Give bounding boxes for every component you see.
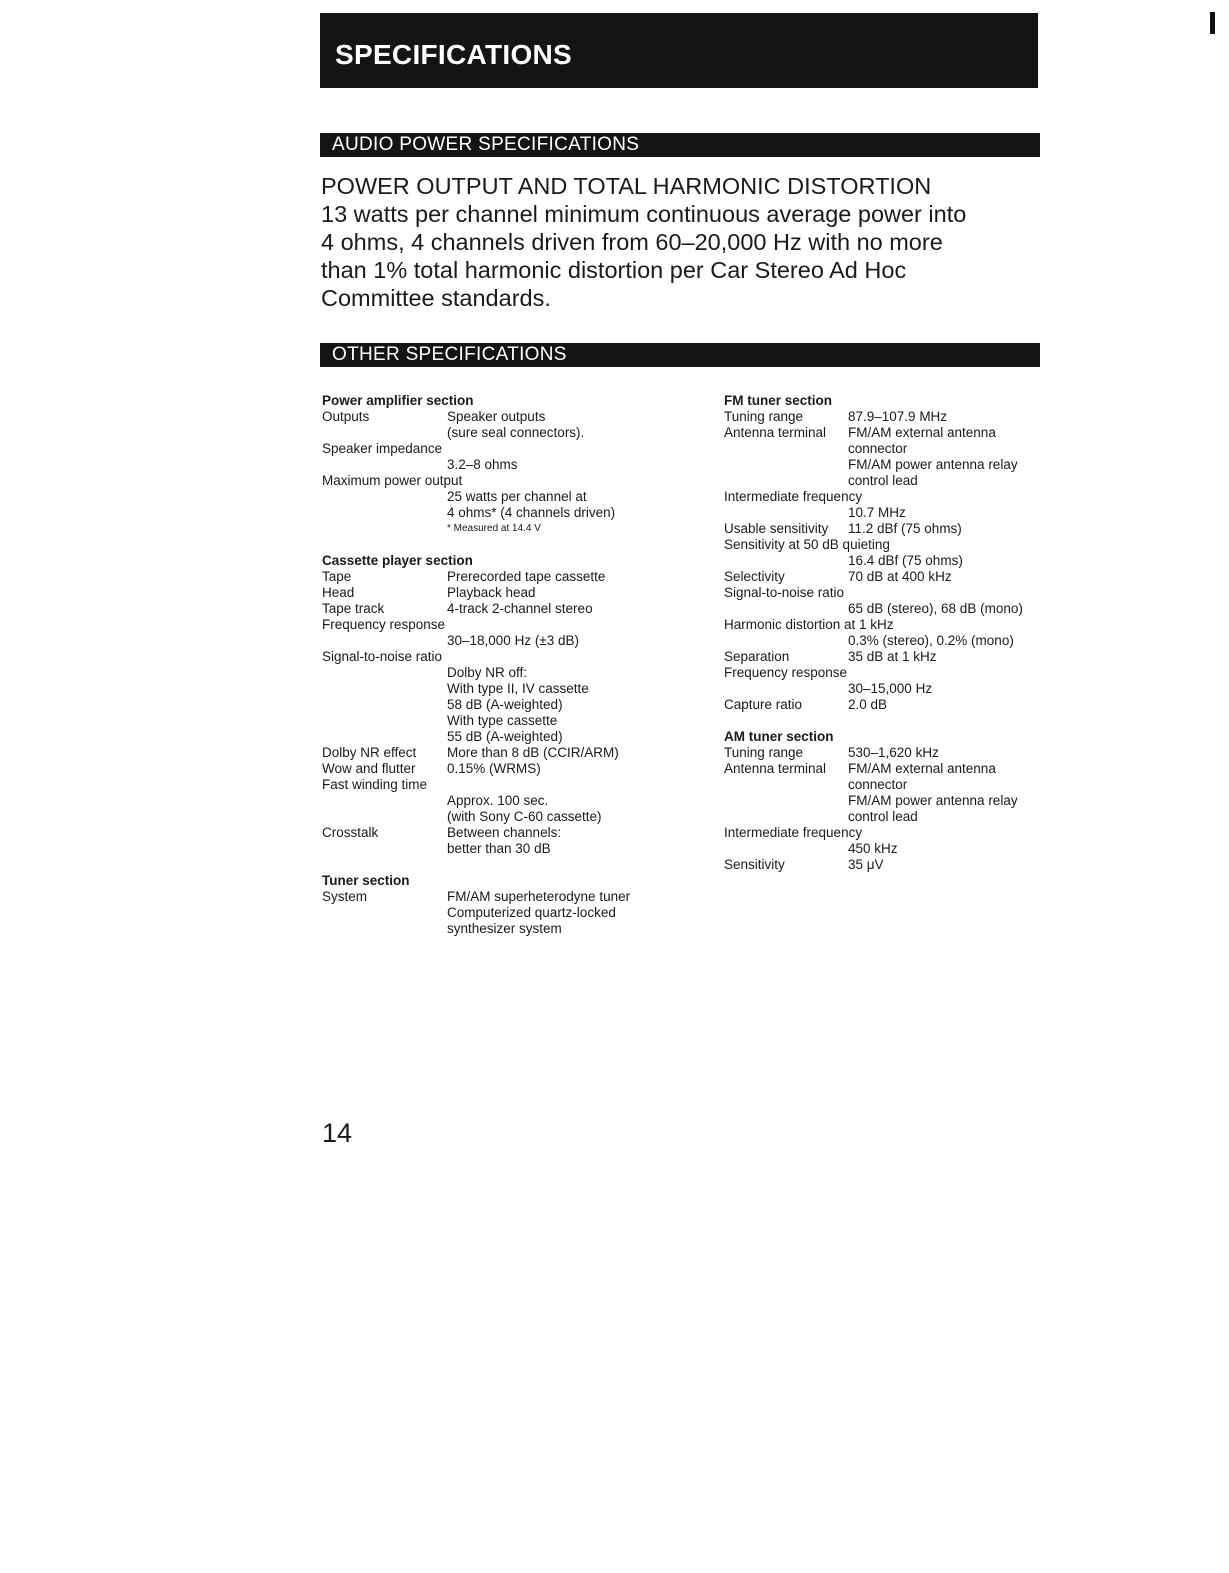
spec-value: FM/AM external antenna [848,761,996,776]
page-title: SPECIFICATIONS [335,39,573,70]
spec-label: Tuning range [724,745,804,760]
other-specs-heading: OTHER SPECIFICATIONS [332,344,567,365]
specs-left-column [322,393,702,937]
spec-value: Computerized quartz-locked [447,905,616,920]
spec-value: FM/AM power antenna relay [848,793,1018,808]
spec-label: Tape track [322,601,385,616]
spec-value: (sure seal connectors). [447,425,585,440]
spec-label: System [322,889,368,904]
section-title: AM tuner section [724,729,834,744]
spec-value: 35 dB at 1 kHz [848,649,937,664]
spec-label: Sensitivity at 50 dB quieting [724,537,890,552]
power-line: POWER OUTPUT AND TOTAL HARMONIC DISTORTION [321,173,932,199]
spec-value: FM/AM external antenna [848,425,996,440]
spec-row [724,857,1084,873]
spec-row [724,649,1084,665]
spec-label: Signal-to-noise ratio [724,585,845,600]
spec-value: (with Sony C-60 cassette) [447,809,602,824]
spec-value: 450 kHz [848,841,898,856]
other-specs-heading-bar [320,343,1040,367]
spec-value: Prerecorded tape cassette [447,569,606,584]
spec-value: With type cassette [447,713,558,728]
spec-label: Head [322,585,355,600]
spec-value: 530–1,620 kHz [848,745,939,760]
section-title: Tuner section [322,873,410,888]
spec-row [322,569,702,585]
spec-label: Antenna terminal [724,425,827,440]
spec-value: 10.7 MHz [848,505,906,520]
spec-value: synthesizer system [447,921,562,936]
spec-row [724,697,1084,713]
spec-label: Dolby NR effect [322,745,417,760]
spec-label: Fast winding time [322,777,428,792]
spec-value: Between channels: [447,825,562,840]
page-number: 14 [322,1118,353,1148]
spec-value: 65 dB (stereo), 68 dB (mono) [848,601,1023,616]
spec-value: 0.3% (stereo), 0.2% (mono) [848,633,1014,648]
spec-value: 58 dB (A-weighted) [447,697,563,712]
spec-label: Tuning range [724,409,804,424]
spec-row [322,409,702,425]
page-title-banner [320,13,1038,88]
spec-label: Signal-to-noise ratio [322,649,443,664]
spec-label: Speaker impedance [322,441,443,456]
spec-label: Tape [322,569,352,584]
spec-value: Approx. 100 sec. [447,793,549,808]
spec-value: Dolby NR off: [447,665,528,680]
section-title: Cassette player section [322,553,473,568]
spec-row [724,745,1084,761]
spec-label: Intermediate frequency [724,489,863,504]
section-title: FM tuner section [724,393,833,408]
spec-value: 30–18,000 Hz (±3 dB) [447,633,579,648]
spec-label: Frequency response [322,617,446,632]
spec-value: 11.2 dBf (75 ohms) [848,521,962,536]
spec-value: 3.2–8 ohms [447,457,518,472]
spec-label: Wow and flutter [322,761,416,776]
power-line: than 1% total harmonic distortion per Car Stereo Ad Hoc [321,257,907,283]
spec-label: Outputs [322,409,370,424]
spec-value: FM/AM superheterodyne tuner [447,889,631,904]
spec-value: 25 watts per channel at [447,489,587,504]
spec-label: Sensitivity [724,857,785,872]
spec-value: control lead [848,809,918,824]
spec-row [724,569,1084,585]
spec-value: With type II, IV cassette [447,681,589,696]
spec-footnote: * Measured at 14.4 V [447,523,541,534]
spec-row [322,745,702,761]
spec-value: better than 30 dB [447,841,551,856]
spec-value: 55 dB (A-weighted) [447,729,563,744]
spec-label: Intermediate frequency [724,825,863,840]
spec-row [724,425,1084,441]
power-output-statement [321,172,1041,312]
spec-value: More than 8 dB (CCIR/ARM) [447,745,619,760]
spec-label: Capture ratio [724,697,803,712]
section-title: Power amplifier section [322,393,474,408]
spec-value: Speaker outputs [447,409,546,424]
power-line: 13 watts per channel minimum continuous average power into [321,201,967,227]
spec-value: control lead [848,473,918,488]
spec-label: Selectivity [724,569,785,584]
edge-mark [1210,12,1215,34]
spec-value: 0.15% (WRMS) [447,761,541,776]
spec-label: Harmonic distortion at 1 kHz [724,617,894,632]
spec-value: 16.4 dBf (75 ohms) [848,553,963,568]
spec-row [724,521,1084,537]
audio-power-heading-bar [320,133,1040,157]
spec-value: 70 dB at 400 kHz [848,569,952,584]
spec-value: 4-track 2-channel stereo [447,601,593,616]
audio-power-heading: AUDIO POWER SPECIFICATIONS [332,134,640,155]
spec-value: 87.9–107.9 MHz [848,409,948,424]
spec-value: connector [848,441,908,456]
spec-label: Frequency response [724,665,848,680]
spec-value: 4 ohms* (4 channels driven) [447,505,616,520]
spec-value: 2.0 dB [848,697,888,712]
spec-row [724,761,1084,777]
spec-label: Separation [724,649,790,664]
specs-right-column [724,393,1084,873]
spec-value: connector [848,777,908,792]
spec-row [724,409,1084,425]
power-line: Committee standards. [321,285,551,311]
spec-row [322,601,702,617]
spec-value: FM/AM power antenna relay [848,457,1018,472]
spec-row [322,585,702,601]
spec-label: Usable sensitivity [724,521,829,536]
power-line: 4 ohms, 4 channels driven from 60–20,000 Hz with no more [321,229,943,255]
spec-label: Maximum power output [322,473,463,488]
spec-value: 30–15,000 Hz [848,681,933,696]
spec-row [322,889,702,905]
spec-label: Antenna terminal [724,761,827,776]
spec-row [322,761,702,777]
spec-value: 35 μV [848,857,884,872]
spec-row [322,825,702,841]
spec-value: Playback head [447,585,536,600]
spec-label: Crosstalk [322,825,379,840]
